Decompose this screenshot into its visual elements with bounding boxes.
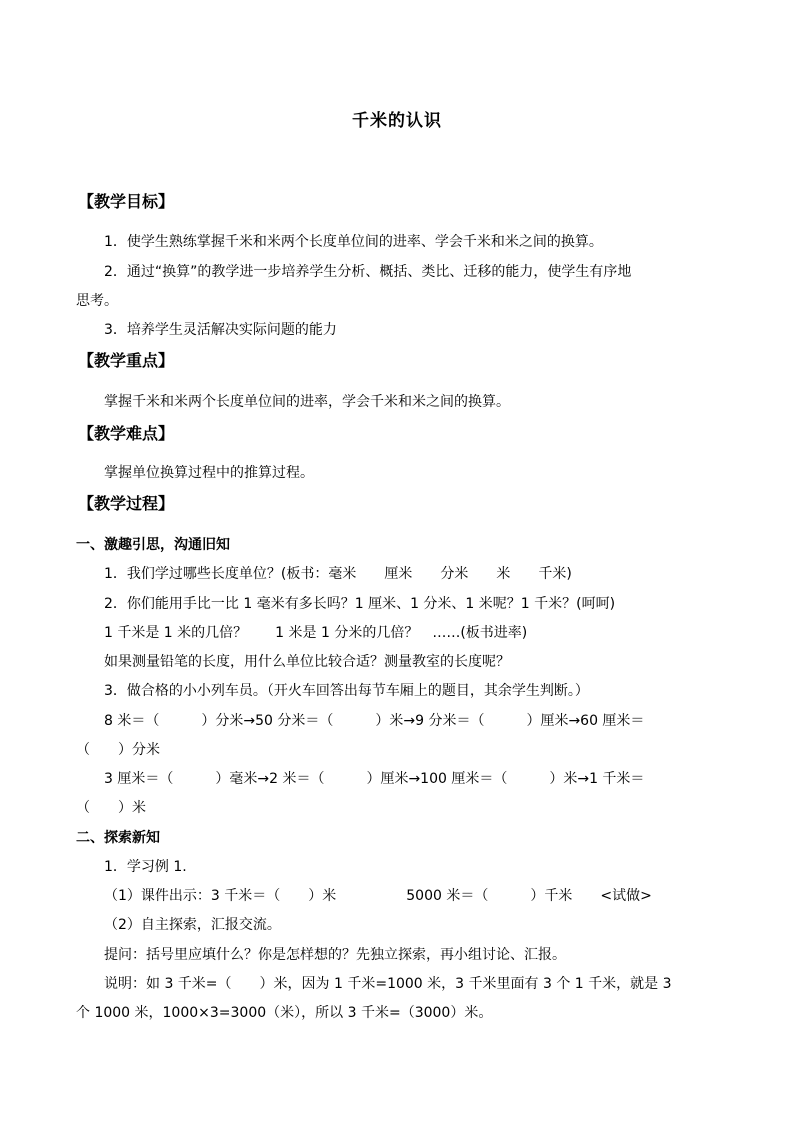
part2-line: （2）自主探索，汇报交流。 [104,917,281,933]
part2-line: 1．学习例 1. [104,859,187,875]
part2-line: 说明：如 3 千米=（ ）米，因为 1 千米=1000 米，3 千米里面有 3 个 1 千米，就是 3 [104,976,672,992]
part2-line: （1）课件出示：3 千米＝（ ）米 5000 米＝（ ）千米 <试做> [104,888,652,904]
part1-line: 3 厘米＝（ ）毫米→2 米＝（ ）厘米→100 厘米＝（ ）米→1 千米＝ [104,771,645,787]
part1-line: 8 米＝（ ）分米→50 分米＝（ ）米→9 分米＝（ ）厘米→60 厘米＝ [104,713,645,729]
part1-line: （ ）分米 [76,742,160,758]
key-text: 掌握千米和米两个长度单位间的进率，学会千米和米之间的换算。 [104,394,510,410]
part2-heading: 二、探索新知 [76,830,160,846]
page-title: 千米的认识 [352,111,442,131]
difficult-text: 掌握单位换算过程中的推算过程。 [104,465,314,481]
part1-line: 2．你们能用手比一比 1 毫米有多长吗？1 厘米、1 分米、1 米呢？1 千米？(呵呵) [104,596,616,612]
process-heading: 【教学过程】 [78,494,175,513]
part1-line: （ ）米 [76,800,146,816]
part1-line: 3．做合格的小小列车员。（开火车回答出每节车厢上的题目，其余学生判断。） [104,683,589,699]
part1-line: 1．我们学过哪些长度单位？(板书：毫米 厘米 分米 米 千米) [104,566,572,582]
part1-line: 1 千米是 1 米的几倍？ 1 米是 1 分米的几倍？ ……(板书进率) [104,625,528,641]
difficult-heading: 【教学难点】 [78,424,175,443]
part2-line: 提问：括号里应填什么？你是怎样想的？先独立探索，再小组讨论、汇报。 [104,947,566,963]
goal-item: 思考。 [76,293,118,309]
goal-item: 2．通过“换算”的教学进一步培养学生分析、概括、类比、迁移的能力，使学生有序地 [104,264,632,280]
goals-heading: 【教学目标】 [78,192,175,211]
key-heading: 【教学重点】 [78,351,175,370]
goal-item: 1．使学生熟练掌握千米和米两个长度单位间的进率、学会千米和米之间的换算。 [104,234,603,250]
part1-line: 如果测量铅笔的长度，用什么单位比较合适？测量教室的长度呢？ [104,654,510,670]
part2-line: 个 1000 米，1000×3=3000（米），所以 3 千米=（3000）米。 [76,1005,493,1021]
part1-heading: 一、激趣引思，沟通旧知 [76,537,230,553]
goal-item: 3．培养学生灵活解决实际问题的能力 [104,322,337,338]
